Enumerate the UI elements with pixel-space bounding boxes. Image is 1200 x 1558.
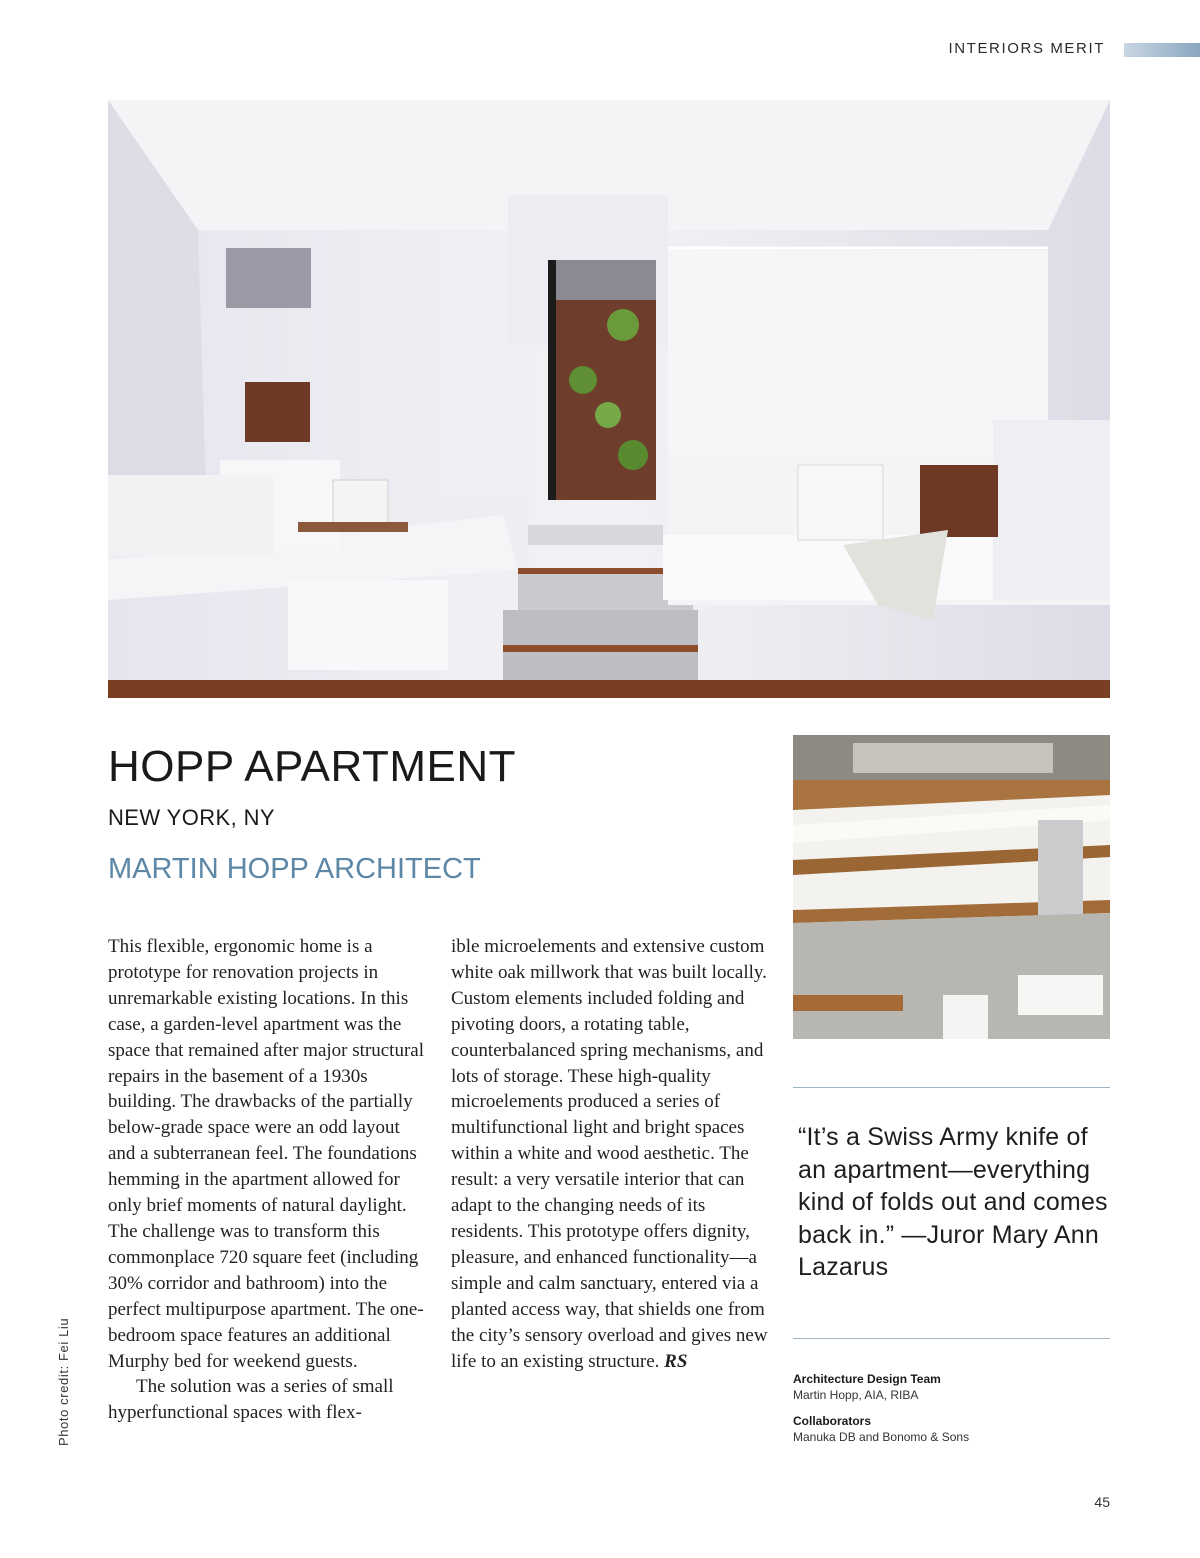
body-column-1 — [108, 934, 426, 1426]
author-initials: RS — [664, 1350, 688, 1372]
project-location: NEW YORK, NY — [108, 805, 275, 830]
quote-rule-bottom — [793, 1338, 1110, 1339]
section-tag-bar — [1124, 43, 1200, 57]
body-paragraph: This flexible, ergonomic home is a prototype for renovation projects in unremarkable existing locations. In this case, a garden-level apartment was the space that remained after major structural repairs in the basement of a 1930s building. The drawbacks of the partially below-grade space were an odd layout and a subterranean feel. The foundations hemming in the apartment allowed for only brief moments of natural daylight. The challenge was to transform this commonplace 720 square feet (including 30% corridor and bathroom) into the perfect multipurpose apartment. The one-bedroom space features an additional Murphy bed for weekend guests. — [108, 936, 424, 1372]
architect-name: MARTIN HOPP ARCHITECT — [108, 853, 481, 885]
article-title: HOPP APARTMENT — [108, 742, 516, 791]
quote-rule-top — [793, 1087, 1110, 1088]
body-column-2 — [451, 934, 769, 1374]
photo-credit: Photo credit: Fei Liu — [56, 1317, 71, 1446]
body-paragraph: The solution was a series of small hyperfunctional spaces with flex- — [108, 1376, 394, 1424]
body-paragraph-text: ible microelements and extensive custom white oak millwork that was built locally. Custom elements included folding and pivoting doors, a rotating table, counterbalanced spring mechanisms, and lots of storage. These high-quality microelements produced a series of multifunctional light and bright spaces within a white and wood aesthetic. The result: a very versatile interior that can adapt to the changing needs of its residents. This prototype offers dignity, pleasure, and enhanced functionality—a simple and calm sanctuary, entered via a planted access way, that shields one from the city’s sensory overload and gives new life to an existing structure. — [451, 936, 768, 1372]
page-number: 45 — [1094, 1494, 1110, 1510]
credit-heading: Collaborators — [793, 1414, 872, 1428]
hero-photo — [108, 100, 1110, 698]
credit-value: Manuka DB and Bonomo & Sons — [793, 1430, 970, 1444]
section-tag: INTERIORS MERIT — [948, 40, 1105, 57]
pull-quote: “It’s a Swiss Army knife of an apartment—everything kind of folds out and comes back in.” —Juror Mary Ann Lazarus — [798, 1123, 1108, 1281]
body-paragraph — [451, 934, 769, 1374]
credit-value: Martin Hopp, AIA, RIBA — [793, 1388, 919, 1402]
credit-heading: Architecture Design Team — [793, 1372, 941, 1386]
bathroom-photo — [793, 735, 1110, 1039]
